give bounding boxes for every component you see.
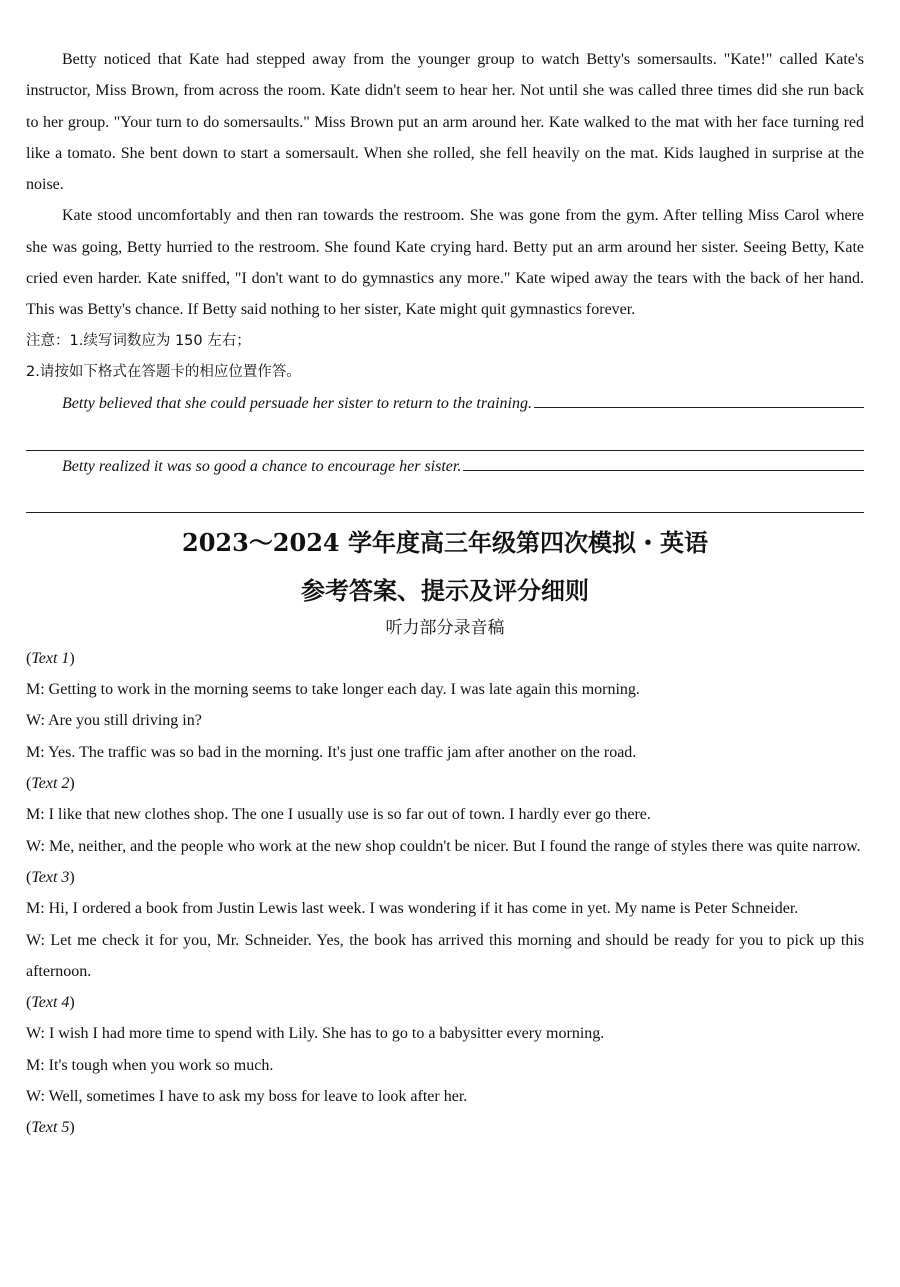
answer-blank-2: [463, 452, 864, 471]
dialogue-line: M: It's tough when you work so much.: [26, 1056, 274, 1074]
dialogue-line: M: Yes. The traffic was so bad in the morning. It's just one traffic jam after another on the road.: [26, 743, 637, 761]
dialogue-line: M: Hi, I ordered a book from Justin Lewis last week. I was wondering if it has come in yet. My name is Peter Schneider.: [26, 900, 799, 918]
note-word-count: 注意：1.续写词数应为 150 左右；: [26, 332, 251, 349]
dialogue-line: W: Well, sometimes I have to ask my boss for leave to look after her.: [26, 1088, 468, 1106]
dialogue-line: M: Getting to work in the morning seems to take longer each day. I was late again this morning.: [26, 681, 640, 699]
text-label-2: (Text 2): [26, 775, 75, 793]
text-label-5: (Text 5): [26, 1119, 75, 1137]
answer-line-2: [26, 482, 864, 513]
listening-transcript-heading: 听力部分录音稿: [385, 617, 505, 638]
text-label-1: (Text 1): [26, 649, 75, 667]
document-page: [26, 44, 864, 1144]
dialogue-line: W: Let me check it for you, Mr. Schneider. Yes, the book has arrived this morning and should be ready for you to pick up this afternoon.: [26, 931, 864, 980]
lead-sentence-2: Betty realized it was so good a chance to encourage her sister.: [62, 457, 462, 475]
story-paragraph-2: Kate stood uncomfortably and then ran towards the restroom. She was gone from the gym. After telling Miss Carol where she was going, Betty hurried to the restroom. She found Kate crying hard. Betty put an arm around her sister. Seeing Betty, Kate cried even harder. Kate sniffed, "I don't want to do gymnastics any more." Kate wiped away the tears with the back of her hand. This was Betty's chance. If Betty said nothing to her sister, Kate might quit gymnastics forever.: [26, 207, 864, 319]
continuation-prompt-2: [26, 451, 864, 482]
answer-blank-1: [534, 389, 864, 408]
dialogue-line: W: Me, neither, and the people who work at the new shop couldn't be nicer. But I found the range of styles there was quite narrow.: [26, 837, 861, 855]
continuation-prompt-1: [26, 388, 864, 419]
lead-sentence-1: Betty believed that she could persuade her sister to return to the training.: [62, 395, 532, 413]
story-paragraph-1: Betty noticed that Kate had stepped away from the younger group to watch Betty's somersaults. "Kate!" called Kate's instructor, Miss Brown, from across the room. Kate didn't seem to hear her. Not until she was called three times did she run back to her group. "Your turn to do somersaults." Miss Brown put an arm around her. Kate walked to the mat with her face turning red like a tomato. She bent down to start a somersault. When she rolled, she fell heavily on the mat. Kids laughed in surprise at the noise.: [26, 51, 864, 194]
dialogue-line: M: I like that new clothes shop. The one I usually use is so far out of town. I hardly ever go there.: [26, 806, 651, 824]
text-label-4: (Text 4): [26, 994, 75, 1012]
text-label-3: (Text 3): [26, 868, 75, 886]
dialogue-line: W: Are you still driving in?: [26, 712, 202, 730]
answer-key-title: 参考答案、提示及评分细则: [301, 575, 589, 605]
dialogue-line: W: I wish I had more time to spend with Lily. She has to go to a babysitter every morning.: [26, 1025, 605, 1043]
answer-line-1: [26, 420, 864, 451]
exam-title: 2023～2024 学年度高三年级第四次模拟・英语: [182, 527, 708, 557]
note-answer-format: 2.请按如下格式在答题卡的相应位置作答。: [26, 363, 301, 380]
